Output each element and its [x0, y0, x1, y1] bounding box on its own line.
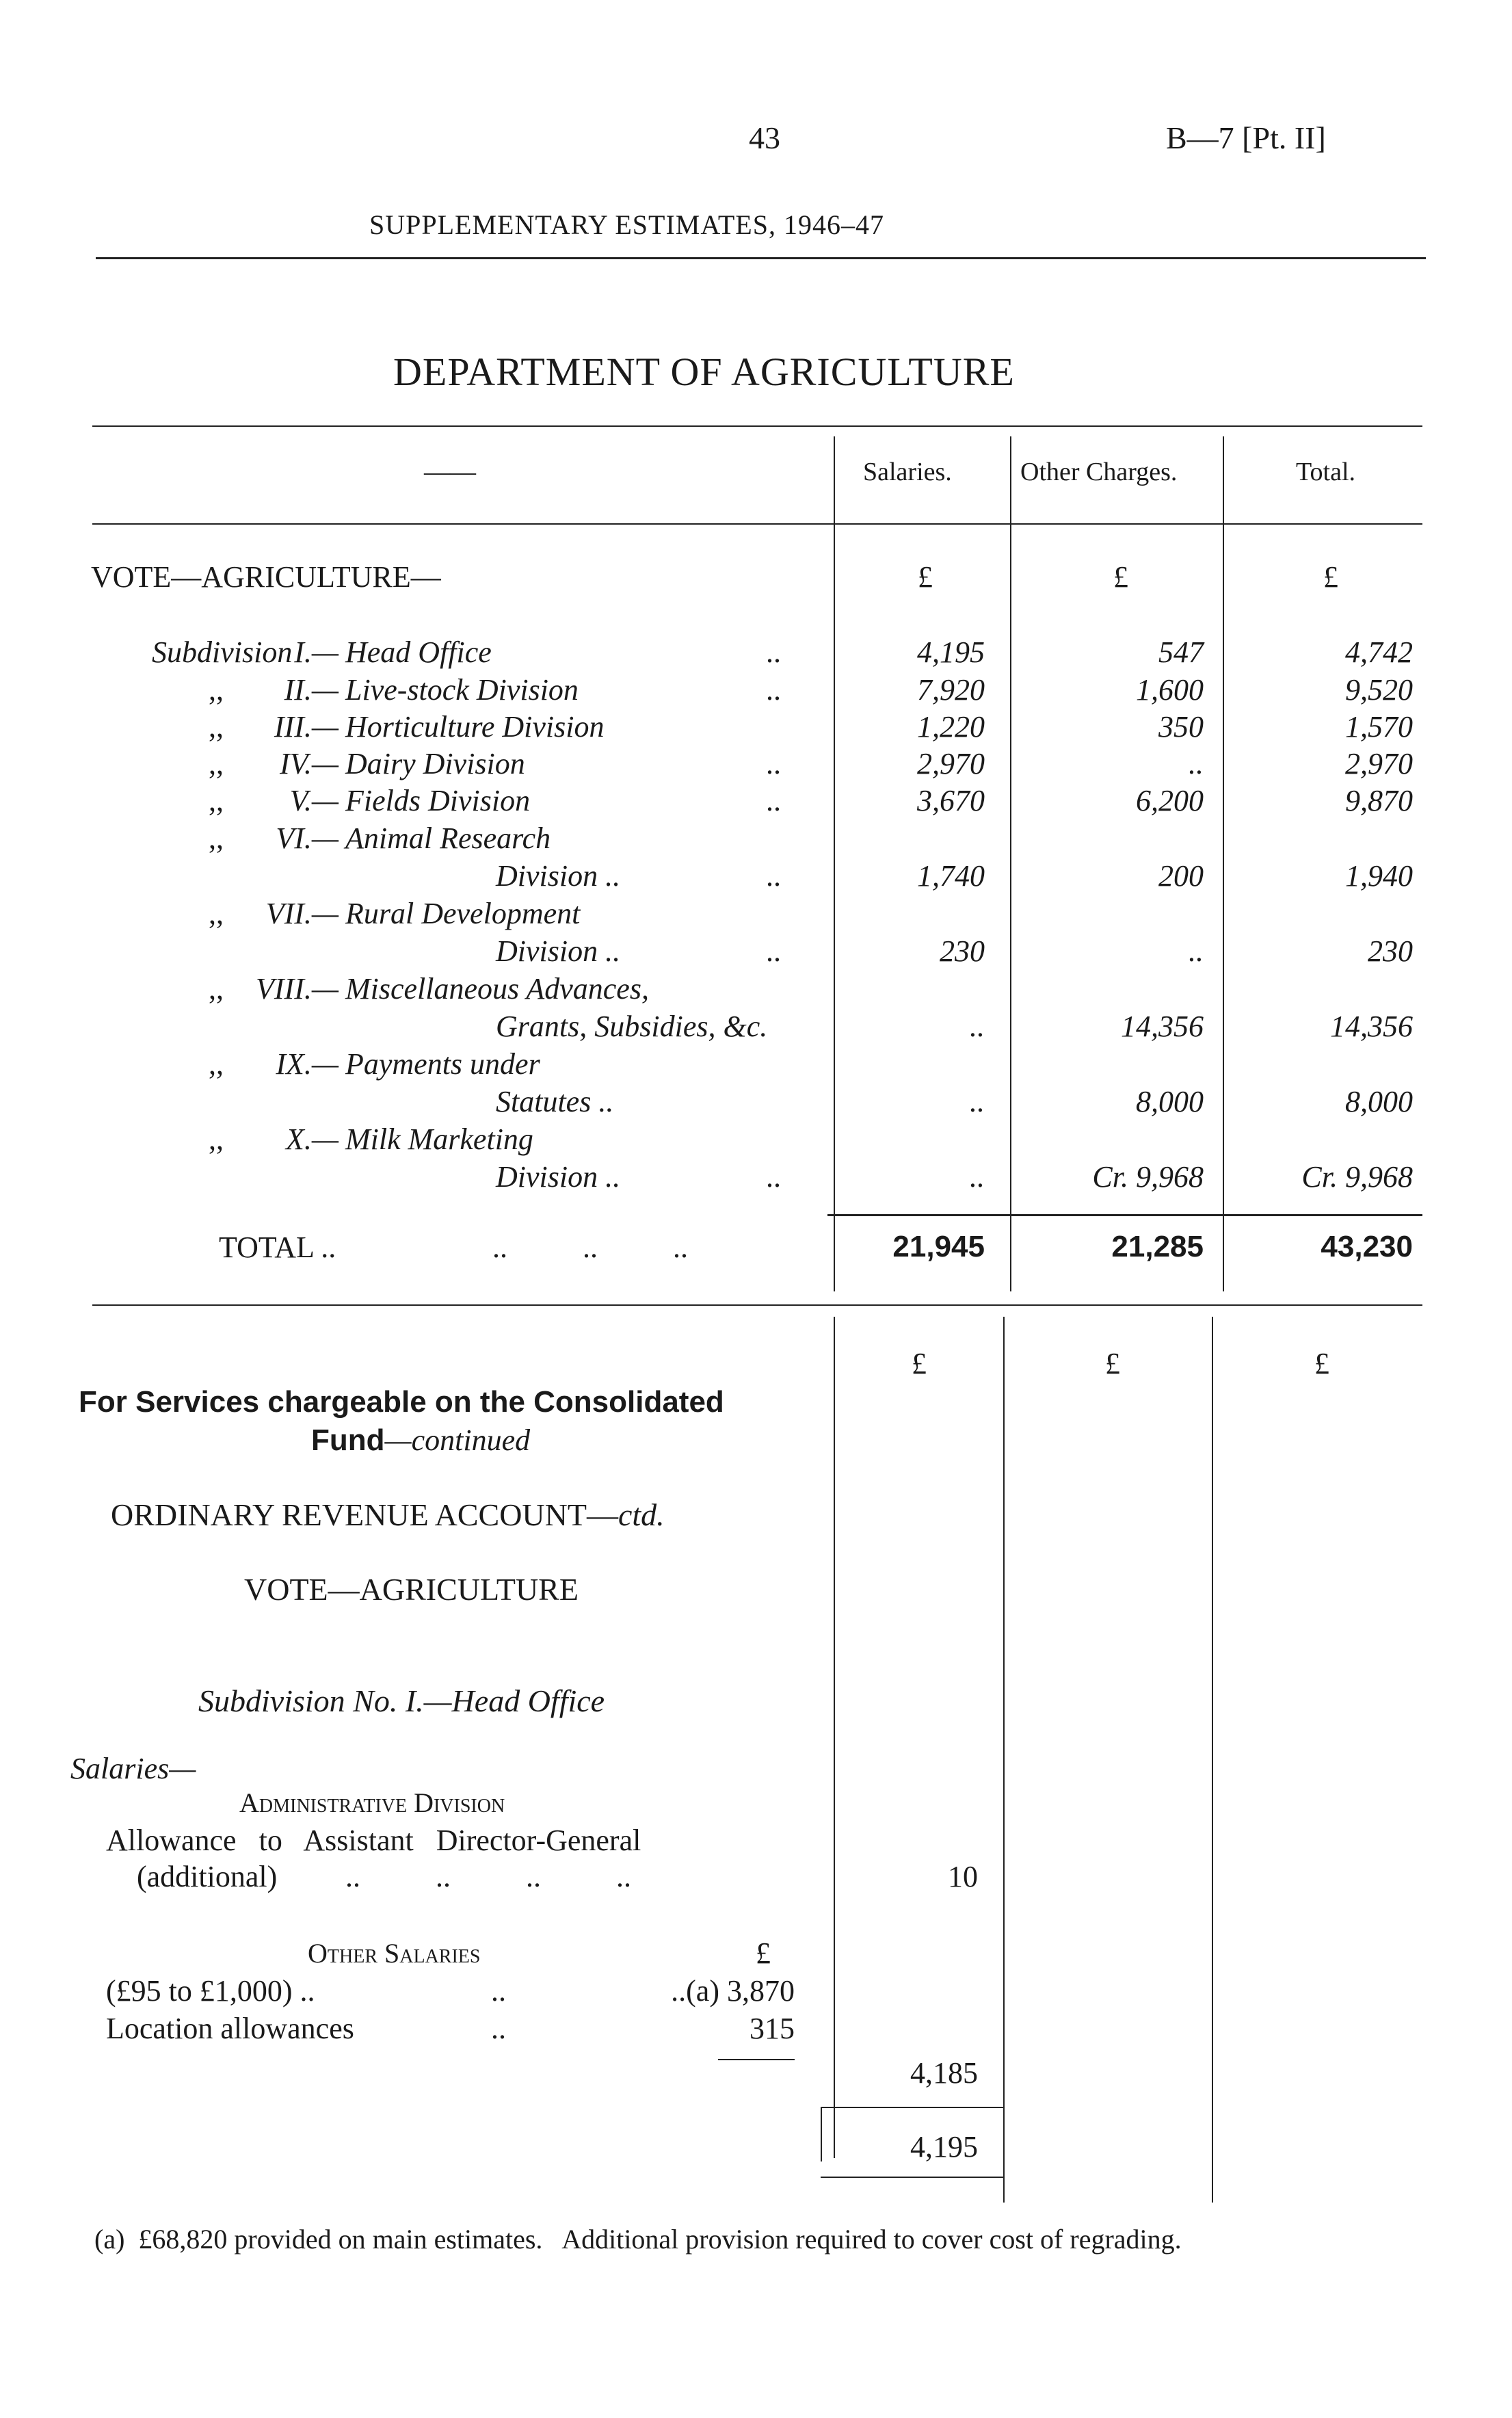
subdivision-leader: ..: [766, 859, 781, 893]
subdivision-name: Animal Research: [345, 822, 551, 855]
subdivision-name: Miscellaneous Advances,: [345, 972, 649, 1006]
subdivision-name-cont: Grants, Subsidies, &c.: [496, 1010, 768, 1043]
other-charges-cell: ..: [1189, 747, 1204, 780]
section2-column-rule-2: [1003, 1317, 1005, 2203]
total-rule-top: [827, 1214, 1422, 1216]
document-reference: B—7 [Pt. II]: [1166, 120, 1326, 155]
subdivision-prefix: ,,: [209, 897, 224, 930]
total-label: TOTAL ..: [219, 1231, 336, 1264]
salaries-cell: 2,970: [917, 747, 985, 780]
salaries-cell: 1,220: [917, 710, 985, 744]
services-heading-continued: —continued: [384, 1423, 531, 1457]
subdivision-name: Head Office: [345, 635, 492, 669]
subdivision-leader: ..: [766, 635, 781, 669]
location-leader: ..: [491, 2012, 506, 2045]
services-heading-line2: [311, 1423, 530, 1458]
subdivision-number: VI.—: [276, 822, 339, 855]
salaries-cell: ..: [970, 1010, 985, 1043]
ordinary-revenue-account: [111, 1497, 665, 1533]
other-salaries-pound: £: [756, 1936, 771, 1970]
department-title: DEPARTMENT OF AGRICULTURE: [393, 350, 1015, 394]
range-leader: ..: [491, 1974, 506, 2008]
subdivision-prefix: ,,: [209, 1047, 224, 1081]
subdivision-number: III.—: [274, 710, 339, 744]
salaries-cell: 1,740: [917, 859, 985, 893]
subtotal-rule: [718, 2059, 795, 2060]
total-cell: 1,570: [1345, 710, 1413, 744]
column-header-rule: [92, 523, 1422, 525]
total-cell: Cr. 9,968: [1301, 1160, 1413, 1194]
section2-salaries-currency: £: [912, 1347, 927, 1380]
subdivision-prefix: Subdivision: [152, 635, 293, 669]
salaries-cell: ..: [970, 1160, 985, 1194]
subdivision-prefix: ,,: [209, 822, 224, 855]
subdivision-number: IV.—: [280, 747, 339, 780]
subdivision-number: I.—: [294, 635, 339, 669]
total-cell: 2,970: [1345, 747, 1413, 780]
total-cell: 230: [1368, 934, 1413, 968]
column-header-dash: ——: [424, 458, 476, 486]
location-label: Location allowances: [106, 2012, 354, 2045]
range-value: ..(a) 3,870: [671, 1974, 795, 2008]
allowance-leaders: .. .. .. ..: [345, 1860, 631, 1893]
other-charges-cell: Cr. 9,968: [1092, 1160, 1204, 1194]
subdivision-name-cont: Statutes ..: [496, 1085, 614, 1118]
subdivision-prefix: ,,: [209, 710, 224, 744]
location-value: 315: [750, 2012, 795, 2045]
salaries-cell: 7,920: [917, 673, 985, 707]
salaries-cell: 3,670: [917, 784, 985, 817]
allowance-line2: (additional): [137, 1860, 278, 1893]
other-charges-cell: 14,356: [1121, 1010, 1204, 1043]
total-cell: 9,520: [1345, 673, 1413, 707]
subdivision-number: V.—: [289, 784, 339, 817]
salaries-label: Salaries—: [70, 1752, 196, 1785]
total-cell: 14,356: [1330, 1010, 1413, 1043]
subdivision-number: VII.—: [265, 897, 339, 930]
column-rule-2: [1010, 436, 1011, 1291]
services-heading-line1: For Services chargeable on the Consolidated: [79, 1385, 724, 1419]
other-charges-cell: ..: [1189, 934, 1204, 968]
section2-column-rule-1: [834, 1317, 835, 2158]
total-cell: 4,742: [1345, 635, 1413, 669]
section2-other-currency: £: [1105, 1347, 1120, 1380]
subdivision-heading: Subdivision No. I.—Head Office: [198, 1683, 605, 1718]
total-cell: 8,000: [1345, 1085, 1413, 1118]
subdivision-prefix: ,,: [209, 1122, 224, 1156]
column-header-other-charges: Other Charges.: [1020, 458, 1178, 486]
subdivision-prefix: ,,: [209, 747, 224, 780]
total-cell: 9,870: [1345, 784, 1413, 817]
column-rule-3: [1223, 436, 1224, 1291]
subtotal-box-top: [821, 2107, 1004, 2108]
other-salaries-heading: Other Salaries: [308, 1938, 481, 1969]
total-leaders: .. .. ..: [492, 1231, 688, 1264]
other-charges-cell: 350: [1158, 710, 1204, 744]
subdivision-name: Payments under: [345, 1047, 540, 1081]
salaries-cell: 4,195: [917, 635, 985, 669]
section2-total-currency: £: [1314, 1347, 1329, 1380]
subdivision-prefix: ,,: [209, 784, 224, 817]
salaries-cell: ..: [970, 1085, 985, 1118]
vote-agriculture-heading: VOTE—AGRICULTURE: [244, 1572, 579, 1607]
vote-label: VOTE—AGRICULTURE—: [91, 560, 441, 594]
header-rule: [96, 257, 1426, 259]
administrative-division-heading: Administrative Division: [239, 1787, 505, 1818]
other-charges-currency: £: [1113, 560, 1128, 594]
allowance-line1: Allowance to Assistant Director-General: [106, 1824, 641, 1857]
other-charges-cell: 6,200: [1136, 784, 1204, 817]
ora-label: ORDINARY REVENUE ACCOUNT—: [111, 1497, 618, 1532]
page-number: 43: [749, 120, 780, 155]
subtotal-value: 4,185: [910, 2056, 978, 2090]
other-charges-cell: 1,600: [1136, 673, 1204, 707]
subtotal-box-left: [821, 2107, 822, 2161]
subdivision-leader: ..: [766, 673, 781, 707]
other-charges-cell: 8,000: [1136, 1085, 1204, 1118]
total-cell: 1,940: [1345, 859, 1413, 893]
total-salaries: 21,945: [892, 1230, 985, 1263]
subdivision-number: IX.—: [276, 1047, 339, 1081]
subdivision-leader: ..: [766, 784, 781, 817]
subdivision-name-cont: Division ..: [496, 1160, 621, 1194]
subdivision-leader: ..: [766, 747, 781, 780]
ora-ctd: ctd.: [618, 1497, 665, 1532]
column-rule-1: [834, 436, 835, 1291]
running-title: SUPPLEMENTARY ESTIMATES, 1946–47: [369, 209, 884, 240]
subdivision-name: Milk Marketing: [345, 1122, 533, 1156]
total-other-charges: 21,285: [1111, 1230, 1204, 1263]
salaries-currency: £: [918, 560, 933, 594]
total-grand-total: 43,230: [1321, 1230, 1413, 1263]
range-label: (£95 to £1,000) ..: [106, 1974, 315, 2008]
subdivision-name: Rural Development: [345, 897, 581, 930]
subdivision-name-cont: Division ..: [496, 934, 621, 968]
subdivision-name: Horticulture Division: [345, 710, 605, 744]
salaries-total-value: 4,195: [910, 2130, 978, 2164]
table-top-rule: [92, 425, 1422, 427]
total-box-bottom: [821, 2177, 1004, 2178]
subdivision-leader: ..: [766, 934, 781, 968]
column-header-total: Total.: [1296, 458, 1356, 486]
subdivision-number: II.—: [284, 673, 339, 707]
section2-column-rule-3: [1212, 1317, 1213, 2203]
subdivision-prefix: ,,: [209, 972, 224, 1006]
total-currency: £: [1323, 560, 1338, 594]
services-heading-fund: Fund: [311, 1423, 385, 1457]
subdivision-prefix: ,,: [209, 673, 224, 707]
subdivision-name: Fields Division: [345, 784, 531, 817]
column-header-salaries: Salaries.: [863, 458, 952, 486]
salaries-cell: 230: [940, 934, 985, 968]
subdivision-number: X.—: [286, 1122, 339, 1156]
subdivision-name: Dairy Division: [345, 747, 525, 780]
subdivision-name-cont: Division ..: [496, 859, 621, 893]
subdivision-name: Live-stock Division: [345, 673, 579, 707]
other-charges-cell: 547: [1158, 635, 1204, 669]
other-charges-cell: 200: [1158, 859, 1204, 893]
footnote: (a) £68,820 provided on main estimates. Additional provision required to cover cost of regrading.: [94, 2224, 1182, 2255]
allowance-value: 10: [948, 1860, 978, 1893]
subdivision-leader: ..: [766, 1160, 781, 1194]
subdivision-number: VIII.—: [256, 972, 339, 1006]
section-divider-rule: [92, 1304, 1422, 1306]
